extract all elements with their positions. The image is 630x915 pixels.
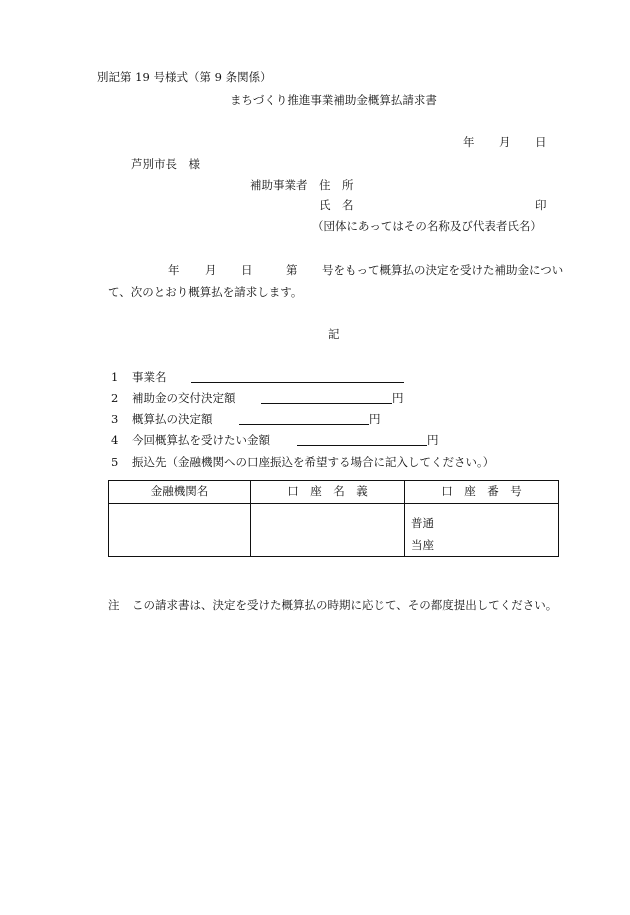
document-title: まちづくり推進事業補助金概算払請求書 (230, 93, 437, 107)
addressee: 芦別市長 様 (131, 157, 200, 171)
date-year: 年 (463, 135, 475, 149)
account-number-cell[interactable] (405, 504, 559, 557)
body-line2: て、次のとおり概算払を請求します。 (108, 285, 303, 299)
approximate-payment-decision-field[interactable] (239, 413, 369, 428)
grant-decision-amount-field[interactable] (261, 392, 392, 407)
item-number: 5 (111, 455, 119, 469)
header-bank-name: 金融機関名 (109, 481, 251, 504)
item-number: 4 (111, 433, 119, 447)
ki-heading: 記 (328, 327, 340, 341)
account-type-ordinary: 普通 (411, 516, 434, 530)
item-label-requested-amount: 今回概算払を受けたい金額 (132, 433, 270, 447)
body-day: 日 (241, 263, 253, 277)
note-label: 注 (108, 598, 120, 612)
table-header-row (109, 481, 559, 504)
body-dai: 第 (286, 263, 298, 277)
body-year: 年 (168, 263, 180, 277)
name-label: 氏 名 (319, 198, 354, 212)
item-label-transfer-destination: 振込先（金融機関への口座振込を希望する場合に記入してください。） (132, 455, 495, 469)
form-reference: 別記第 19 号様式（第 9 条関係） (97, 70, 272, 84)
account-type-current: 当座 (411, 538, 434, 552)
yen-unit: 円 (369, 412, 381, 426)
header-account-holder: 口 座 名 義 (251, 481, 405, 504)
address-label: 住 所 (319, 178, 354, 192)
bank-account-table (108, 480, 559, 557)
applicant-note: （団体にあってはその名称及び代表者氏名） (312, 219, 542, 233)
item-number: 3 (111, 412, 119, 426)
item-number: 2 (111, 391, 119, 405)
body-line1-rest: 号をもって概算払の決定を受けた補助金につい (322, 263, 564, 277)
bank-name-cell[interactable] (109, 504, 251, 557)
note-text: この請求書は、決定を受けた概算払の時期に応じて、その都度提出してください。 (132, 598, 558, 612)
seal-mark: 印 (535, 198, 547, 212)
item-label-approximate-payment-decision: 概算払の決定額 (132, 412, 213, 426)
item-label-project-name: 事業名 (132, 370, 167, 384)
yen-unit: 円 (427, 433, 439, 447)
project-name-field[interactable] (191, 371, 404, 386)
applicant-role-label: 補助事業者 (250, 178, 308, 192)
account-holder-cell[interactable] (251, 504, 405, 557)
requested-amount-field[interactable] (297, 434, 427, 449)
date-month: 月 (499, 135, 511, 149)
header-account-number: 口 座 番 号 (405, 481, 559, 504)
body-month: 月 (205, 263, 217, 277)
item-label-grant-decision-amount: 補助金の交付決定額 (132, 391, 236, 405)
item-number: 1 (111, 370, 119, 384)
yen-unit: 円 (392, 391, 404, 405)
date-day: 日 (535, 135, 547, 149)
table-row (109, 504, 559, 557)
